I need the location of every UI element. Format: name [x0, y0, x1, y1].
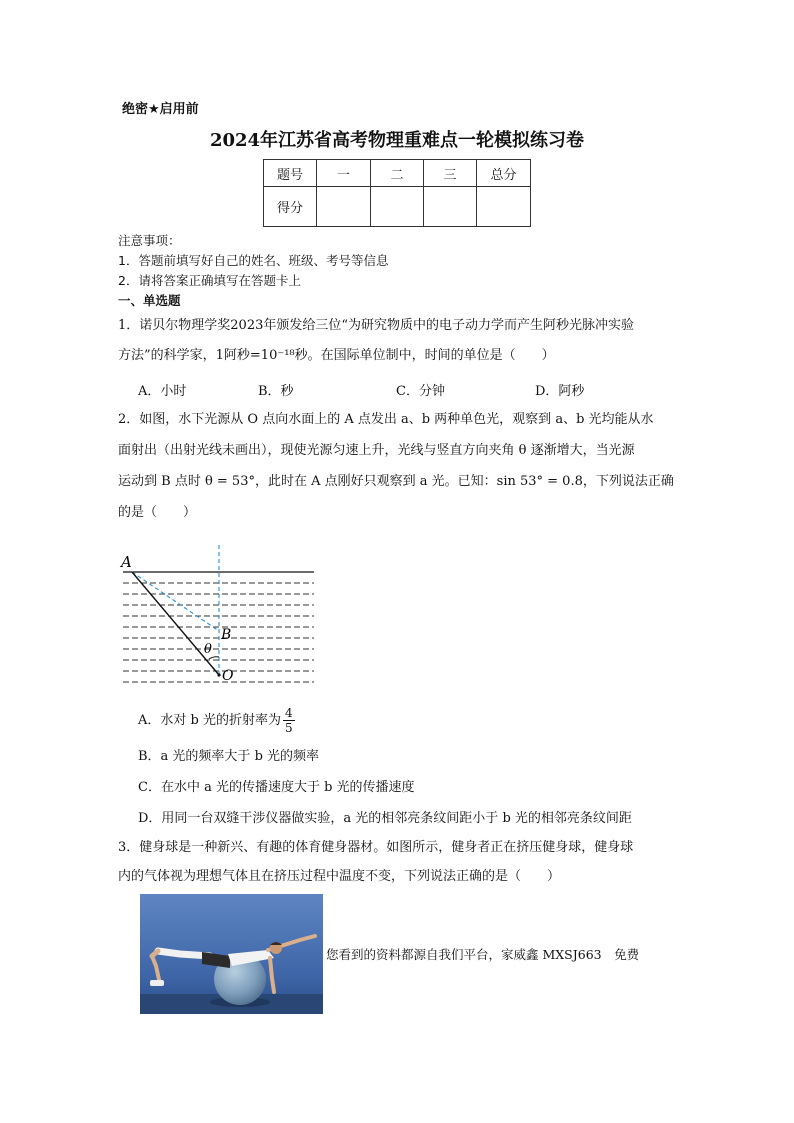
ray-o-to-a	[132, 572, 219, 675]
q1-text-line: 方法”的科学家，1阿秒=10⁻¹⁸秒。在国际单位制中，时间的单位是（ ）	[118, 348, 555, 363]
notes-item: 2．请将答案正确填写在答题卡上	[118, 273, 301, 288]
q2-option-d: D．用同一台双缝干涉仪器做实验，a 光的相邻亮条纹间距小于 b 光的相邻亮条纹间距	[138, 811, 632, 826]
label-a: A	[121, 553, 132, 571]
notes-item: 1．答题前填写好自己的姓名、班级、考号等信息	[118, 253, 389, 268]
q2-text-line: 2．如图，水下光源从 O 点向水面上的 A 点发出 a、b 两种单色光，观察到 a、b 光均能从水	[118, 412, 654, 427]
score-table-score-row	[264, 187, 531, 227]
score-input-cell[interactable]	[317, 187, 371, 227]
score-input-cell[interactable]	[424, 187, 477, 227]
q2-option-c: C．在水中 a 光的传播速度大于 b 光的传播速度	[138, 780, 415, 795]
score-cell: 题号	[264, 160, 317, 187]
q3-text-line: 内的气体视为理想气体且在挤压过程中温度不变，下列说法正确的是（ ）	[118, 869, 561, 884]
page-title: 2024年江苏省高考物理重难点一轮模拟练习卷	[209, 130, 585, 151]
notes-heading: 注意事项：	[118, 233, 181, 248]
fraction-denominator: 5	[284, 721, 293, 735]
section-heading: 一、单选题	[118, 293, 181, 308]
score-row-label: 得分	[264, 187, 317, 227]
score-input-cell[interactable]	[371, 187, 424, 227]
confidential-label: 绝密★启用前	[122, 102, 199, 117]
water-light-diagram	[118, 545, 318, 695]
label-o: O	[222, 668, 234, 684]
q2-text-line: 的是（ ）	[118, 505, 197, 520]
fraction-numerator: 4	[284, 706, 293, 720]
q1-option-a: A．小时	[138, 384, 187, 399]
q2-option-a-text: A．水对 b 光的折射率为	[138, 713, 281, 728]
q1-option-d: D．阿秒	[535, 384, 585, 399]
score-table	[263, 159, 531, 227]
theta-arc	[209, 657, 219, 659]
q2-text-line: 面射出（出射光线未画出），现使光源匀速上升，光线与竖直方向夹角 θ 逐渐增大，当光源	[118, 443, 635, 458]
q1-option-c: C．分钟	[396, 384, 445, 399]
score-cell: 一	[317, 160, 371, 187]
score-cell: 三	[424, 160, 477, 187]
q2-text-line: 运动到 B 点时 θ = 53°，此时在 A 点刚好只观察到 a 光。已知：sin 53° = 0.8，下列说法正确	[118, 474, 674, 489]
q2-option-b: B．a 光的频率大于 b 光的频率	[138, 749, 320, 764]
label-b: B	[221, 627, 232, 643]
point-o-marker	[217, 673, 220, 676]
q1-option-b: B．秒	[258, 384, 294, 399]
ray-b-to-a	[132, 572, 219, 631]
fraction	[283, 706, 295, 735]
score-cell: 总分	[477, 160, 531, 187]
q3-text-line: 3．健身球是一种新兴、有趣的体育健身器材。如图所示，健身者正在挤压健身球，健身球	[118, 840, 634, 855]
footer-promo-text: 您看到的资料都源自我们平台，家威鑫 MXSJ663 免费	[326, 947, 640, 962]
q1-text-line: 1．诺贝尔物理学奖2023年颁发给三位“为研究物质中的电子动力学而产生阿秒光脉冲实验	[118, 318, 635, 333]
score-cell: 二	[371, 160, 424, 187]
q2-option-a	[138, 706, 658, 735]
score-table-header-row	[264, 160, 531, 187]
label-theta: θ	[204, 642, 212, 657]
notes-block	[118, 231, 388, 291]
score-input-cell[interactable]	[477, 187, 531, 227]
fitness-ball-photo	[140, 894, 323, 1014]
